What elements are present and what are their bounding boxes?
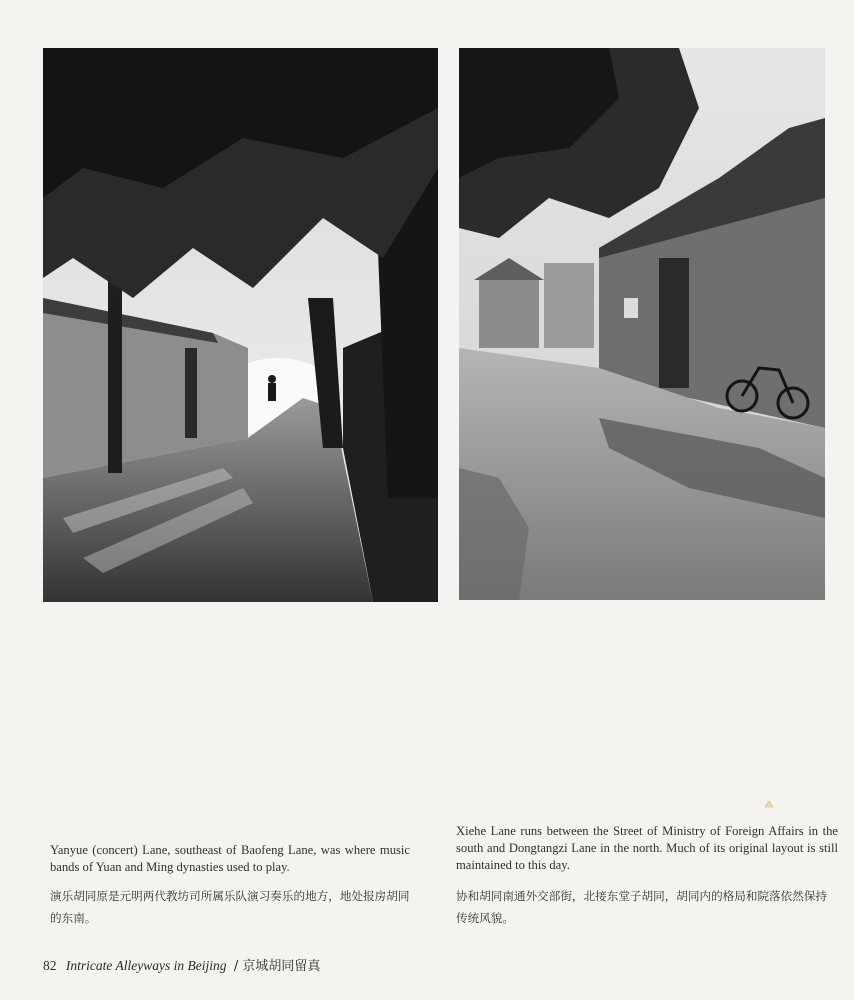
caption-left-english: Yanyue (concert) Lane, southeast of Baofeng Lane, was where music bands of Yuan and Ming dynasties used to play.: [50, 843, 410, 874]
caption-right-english: Xiehe Lane runs between the Street of Ministry of Foreign Affairs in the south and Dongtangzi Lane in the north. Much of its original layout is still maintained to this day.: [456, 824, 838, 872]
page-number: 82: [43, 958, 57, 973]
paper-speck: [764, 800, 774, 808]
photo-yanyue-lane: [43, 48, 438, 602]
book-title-english: Intricate Alleyways in Beijing: [65, 958, 227, 973]
book-title-chinese: / 京城胡同留真: [233, 959, 321, 974]
photo-xiehe-lane: [459, 48, 825, 600]
caption-left-chinese: 演乐胡同原是元明两代教坊司所属乐队演习奏乐的地方，地处报房胡同的东南。: [50, 889, 410, 925]
page-footer: [43, 955, 320, 974]
caption-right-chinese: 协和胡同南通外交部街，北接东堂子胡同，胡同内的格局和院落依然保持传统风貌。: [456, 889, 828, 925]
